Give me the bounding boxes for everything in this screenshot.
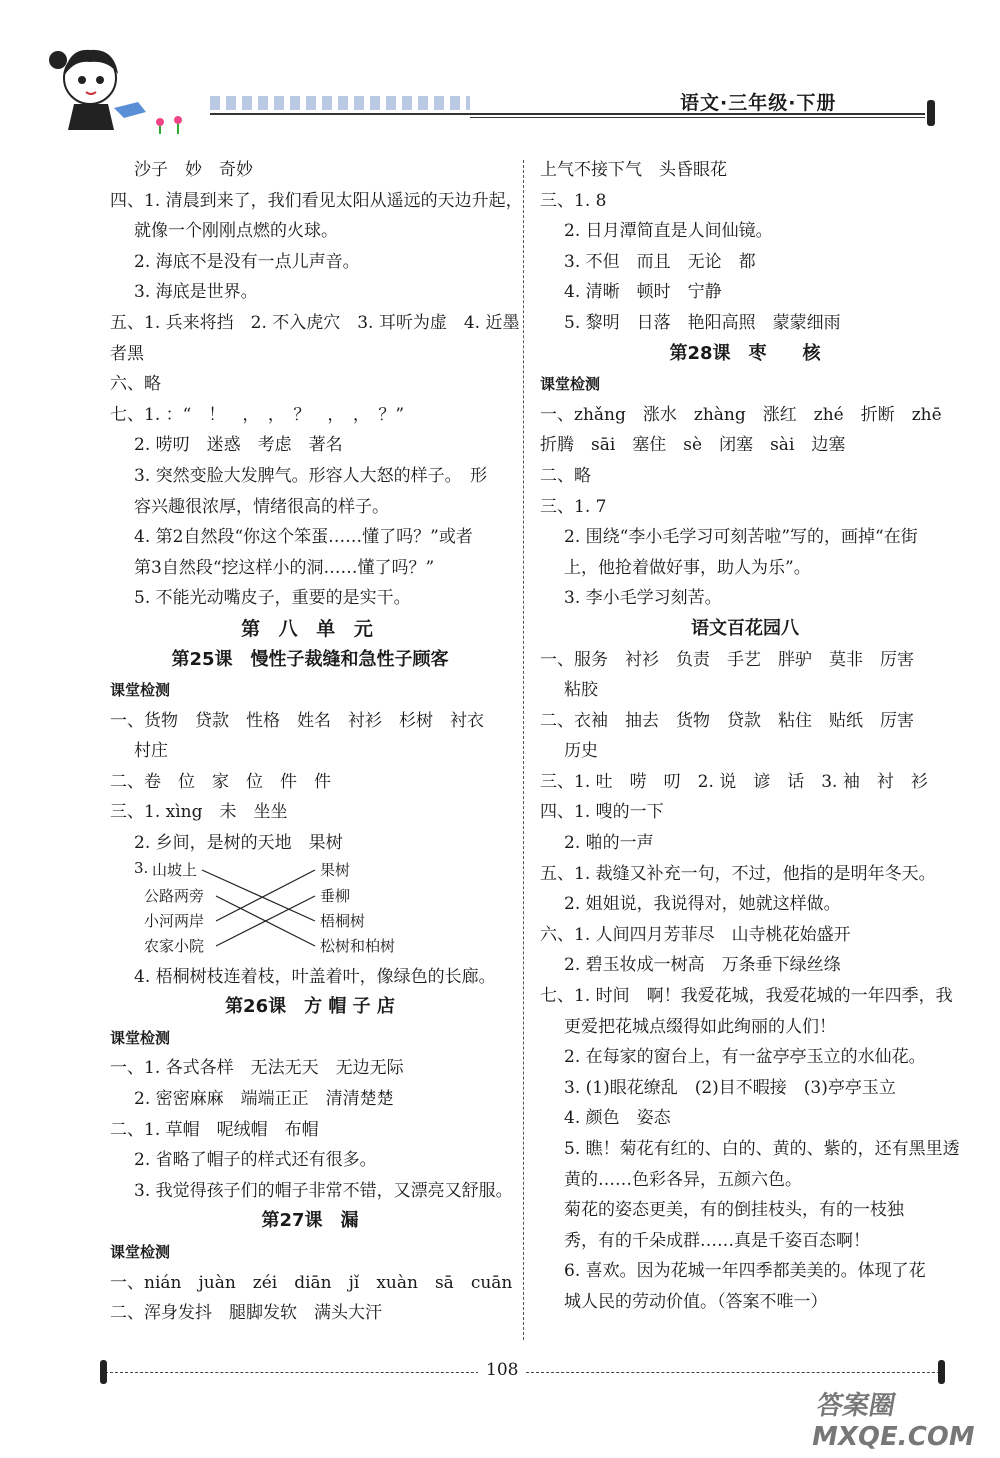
answer-line: 七、1. ：“ ！ ， ， ？ ， ， ？”	[110, 404, 405, 425]
answer-line: 4. 清晰 顿时 宁静	[564, 282, 722, 303]
match-lines	[110, 859, 510, 962]
answer-line: 沙子 妙 奇妙	[134, 160, 253, 180]
answer-line: 3. 突然变脸大发脾气。形容人大怒的样子。 形	[134, 465, 488, 486]
answer-line: 二、1. 草帽 呢绒帽 布帽	[110, 1119, 319, 1140]
header-rule-cap	[927, 100, 935, 126]
answer-line: 容兴趣很浓厚，情绪很高的样子。	[134, 496, 389, 517]
header-title: 语文·三年级·下册	[680, 92, 837, 114]
answer-line: 黄的……色彩各异，五颜六色。	[564, 1169, 802, 1190]
header-decoration	[210, 96, 470, 110]
answer-line: 6. 喜欢。因为花城一年四季都美美的。体现了花	[564, 1261, 926, 1282]
answer-line: 2. 省略了帽子的样式还有很多。	[134, 1150, 377, 1171]
answer-line: 3. 不但 而且 无论 都	[564, 251, 756, 272]
match-left-item: 公路两旁	[144, 886, 205, 905]
match-right-item: 垂柳	[320, 886, 351, 905]
answer-line: 历史	[564, 741, 598, 762]
answer-line: 3. 海底是世界。	[134, 282, 258, 303]
answer-line: 2. 在每家的窗台上，有一盆亭亭玉立的水仙花。	[564, 1047, 926, 1068]
answer-line: 折腾 sāi 塞住 sè 闭塞 sài 边塞	[540, 435, 846, 456]
match-number: 3.	[134, 858, 149, 877]
answer-line: 五、1. 裁缝又补充一句，不过，他指的是明年冬天。	[540, 863, 936, 884]
answer-line: 二、浑身发抖 腿脚发软 满头大汗	[110, 1303, 382, 1324]
answer-line: 一、货物 贷款 性格 姓名 衬衫 杉树 衬衣	[110, 710, 484, 731]
section-label: 课堂检测	[110, 681, 171, 700]
answer-line: 2. 碧玉妆成一树高 万条垂下绿丝绦	[564, 955, 841, 976]
answer-line: 一、1. 各式各样 无法无天 无边无际	[110, 1058, 404, 1079]
footer-rule-cap-right	[938, 1360, 945, 1384]
column-divider	[523, 160, 524, 1340]
left-column	[110, 155, 523, 1329]
lesson-heading: 第27课 漏	[261, 1210, 359, 1232]
answer-line: 第3自然段“挖这样小的洞……懂了吗？”	[134, 557, 435, 578]
answer-line: 七、1. 时间 啊！我爱花城，我爱花城的一年四季，我	[540, 986, 953, 1007]
answer-line: 一、nián juàn zéi diān jǐ xuàn sā cuān	[110, 1272, 513, 1293]
answer-line: 3. 我觉得孩子们的帽子非常不错，又漂亮又舒服。	[134, 1180, 513, 1201]
matching-diagram	[110, 859, 510, 962]
header-rule-thin	[470, 117, 925, 118]
answer-line: 2. 密密麻麻 端端正正 清清楚楚	[134, 1089, 394, 1110]
answer-line: 2. 唠叨 迷惑 考虑 著名	[134, 435, 343, 456]
answer-line: 一、zhǎng 涨水 zhàng 涨红 zhé 折断 zhē	[540, 404, 942, 425]
answer-line: 2. 姐姐说，我说得对，她就这样做。	[564, 894, 841, 915]
answer-line: 4. 第2自然段“你这个笨蛋……懂了吗？”或者	[134, 527, 473, 548]
lesson-heading: 第28课 枣 核	[669, 342, 821, 364]
answer-line: 上，他抢着做好事，助人为乐”。	[564, 557, 811, 578]
answer-line: 三、1. 7	[540, 496, 607, 517]
answer-line: 一、服务 衬衫 负责 手艺 胖驴 莫非 厉害	[540, 649, 914, 670]
lesson-heading: 第26课 方 帽 子 店	[225, 996, 395, 1018]
answer-line: 就像一个刚刚点燃的火球。	[134, 221, 338, 242]
answer-line: 秀，有的千朵成群……真是千姿百态啊！	[564, 1230, 870, 1251]
answer-line: 三、1. xìng 未 坐坐	[110, 802, 288, 823]
right-column	[540, 155, 960, 1318]
match-left-item: 农家小院	[144, 936, 205, 955]
watermark: 答案圈 MXQE.COM	[809, 1391, 978, 1452]
answer-line: 二、略	[540, 465, 591, 486]
answer-line: 四、1. 嗖的一下	[540, 802, 664, 823]
lesson-heading: 第25课 慢性子裁缝和急性子顾客	[171, 648, 449, 670]
answer-line: 菊花的姿态更美，有的倒挂枝头，有的一枝独	[564, 1200, 904, 1221]
answer-line: 5. 瞧！菊花有红的、白的、黄的、紫的，还有黑里透	[564, 1139, 960, 1159]
section-label: 课堂检测	[110, 1028, 171, 1047]
answer-line: 2. 日月潭简直是人间仙镜。	[564, 221, 773, 242]
answer-line: 三、1. 8	[540, 190, 607, 211]
answer-line: 2. 海底不是没有一点儿声音。	[134, 251, 360, 272]
answer-line: 4. 梧桐树枝连着枝，叶盖着叶，像绿色的长廊。	[134, 966, 496, 987]
answer-line: 3. (1)眼花缭乱 (2)目不暇接 (3)亭亭玉立	[564, 1077, 896, 1098]
girl-watering-logo	[28, 38, 203, 138]
answer-line: 上气不接下气 头昏眼花	[540, 160, 727, 180]
answer-line: 5. 不能光动嘴皮子，重要的是实干。	[134, 588, 411, 609]
answer-line: 更爱把花城点缀得如此绚丽的人们！	[564, 1016, 836, 1037]
header-rule	[210, 113, 925, 115]
answer-line: 六、1. 人间四月芳菲尽 山寺桃花始盛开	[540, 924, 851, 945]
answer-line: 者黑	[110, 343, 144, 364]
section-label: 课堂检测	[110, 1243, 171, 1261]
match-right-item: 梧桐树	[320, 911, 366, 930]
answer-line: 5. 黎明 日落 艳阳高照 蒙蒙细雨	[564, 312, 841, 333]
match-left-item: 小河两岸	[144, 911, 205, 930]
answer-line: 四、1. 清晨到来了，我们看见太阳从遥远的天边升起，	[110, 190, 523, 211]
match-left-item: 山坡上	[152, 860, 198, 879]
answer-line: 2. 乡间，是树的天地 果树	[134, 833, 343, 854]
answer-line: 粘胶	[564, 680, 598, 701]
answer-line: 六、略	[110, 374, 161, 395]
match-right-item: 松树和柏树	[320, 936, 396, 955]
answer-line: 二、卷 位 家 位 件 件	[110, 771, 331, 792]
page-number: 108	[478, 1360, 526, 1380]
unit-heading: 第 八 单 元	[241, 617, 379, 640]
answer-line: 2. 啪的一声	[564, 833, 654, 854]
answer-line: 城人民的劳动价值。（答案不唯一）	[564, 1291, 828, 1312]
section-label: 课堂检测	[540, 375, 601, 394]
match-right-item: 果树	[320, 860, 351, 879]
lesson-heading: 语文百花园八	[691, 617, 799, 639]
answer-line: 村庄	[134, 741, 168, 762]
answer-line: 2. 围绕“李小毛学习可刻苦啦”写的，画掉“在街	[564, 527, 918, 548]
answer-line: 五、1. 兵来将挡 2. 不入虎穴 3. 耳听为虚 4. 近墨	[110, 312, 520, 333]
answer-line: 二、衣袖 抽去 货物 贷款 粘住 贴纸 厉害	[540, 710, 914, 731]
answer-line: 4. 颜色 姿态	[564, 1108, 671, 1129]
footer-rule-cap-left	[100, 1360, 107, 1384]
answer-line: 三、1. 吐 唠 叨 2. 说 谚 话 3. 袖 衬 衫	[540, 771, 928, 792]
answer-line: 3. 李小毛学习刻苦。	[564, 588, 722, 609]
